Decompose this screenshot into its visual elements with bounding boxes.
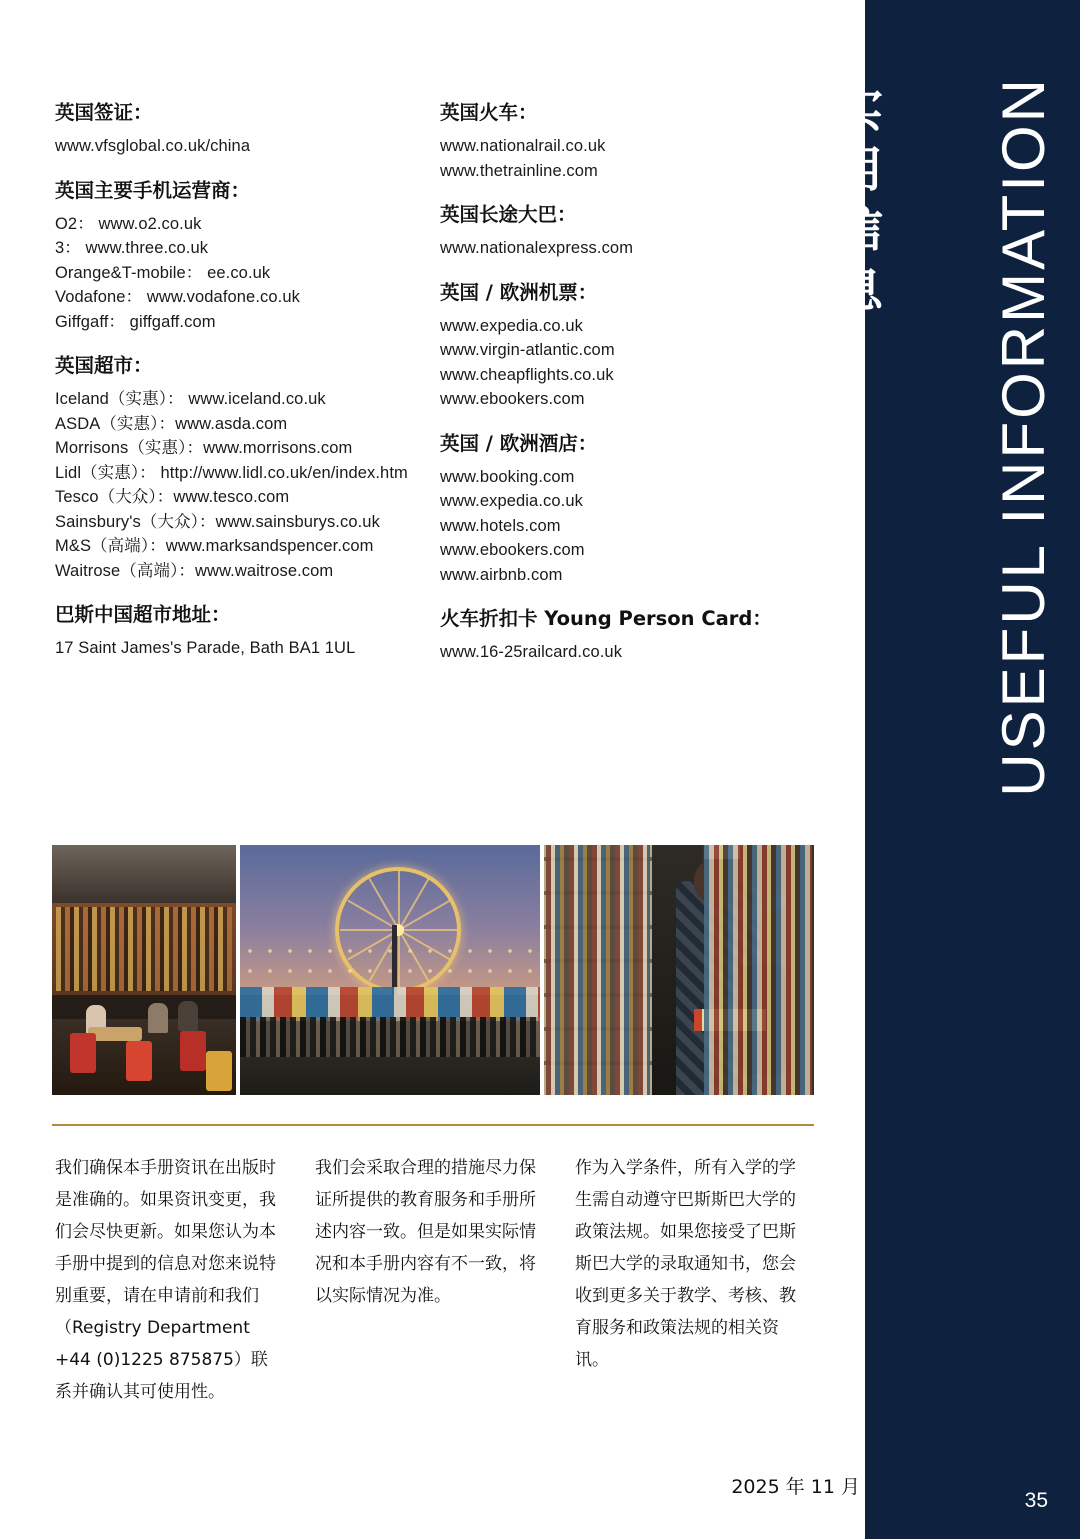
cafe-interior-photo xyxy=(52,845,236,1095)
section-heading: 英国 / 欧洲酒店： xyxy=(440,431,598,455)
link-line[interactable]: www.nationalexpress.com xyxy=(440,239,634,257)
link-line[interactable]: www.airbnb.com xyxy=(440,565,563,584)
link-line[interactable]: www.hotels.com xyxy=(440,516,561,535)
link-line[interactable]: Giffgaff： giffgaff.com xyxy=(55,312,216,331)
side-title-chinese: 实用信息 xyxy=(834,82,883,318)
link-line[interactable]: O2： www.o2.co.uk xyxy=(55,214,202,233)
link-line[interactable]: Waitrose（高端）：www.waitrose.com xyxy=(55,561,334,580)
link-line[interactable]: Tesco（大众）：www.tesco.com xyxy=(55,488,290,506)
link-line[interactable]: www.virgin-atlantic.com xyxy=(440,341,615,359)
link-line[interactable]: www.ebookers.com xyxy=(440,390,585,408)
disclaimer-section xyxy=(55,1152,825,1408)
side-title-english: USEFUL INFORMATION xyxy=(990,76,1057,797)
side-band xyxy=(834,0,1080,1539)
address-line: 17 Saint James's Parade, Bath BA1 1UL xyxy=(55,639,356,657)
link-line[interactable]: www.nationalrail.co.uk xyxy=(440,137,606,155)
link-line[interactable]: www.ebookers.com xyxy=(440,541,585,559)
link-line[interactable]: Vodafone： www.vodafone.co.uk xyxy=(55,288,300,306)
links-column-right xyxy=(440,100,815,665)
section-hotels xyxy=(440,431,815,588)
disclaimer-paragraph-3: 作为入学条件，所有入学的学生需自动遵守巴斯斯巴大学的政策法规。如果您接受了巴斯斯巴大学的录取通知书，您会收到更多关于教学、考核、教育服务和政策法规的相关资讯。 xyxy=(575,1158,796,1370)
link-line[interactable]: www.expedia.co.uk xyxy=(440,316,583,335)
link-line[interactable]: 3： www.three.co.uk xyxy=(55,239,209,257)
section-heading: 巴斯中国超市地址： xyxy=(55,603,231,626)
link-line[interactable]: www.expedia.co.uk xyxy=(440,492,583,510)
link-line[interactable]: www.thetrainline.com xyxy=(440,161,598,180)
section-heading: 英国长途大巴： xyxy=(440,203,577,226)
link-line[interactable]: Orange&T-mobile： ee.co.uk xyxy=(55,263,271,282)
gold-divider xyxy=(52,1124,814,1126)
section-heading: 英国 / 欧洲机票： xyxy=(440,280,598,304)
disclaimer-paragraph-2: 我们会采取合理的措施尽力保证所提供的教育服务和手册所述内容一致。但是如果实际情况和本手册内容有不一致，将以实际情况为准。 xyxy=(315,1158,536,1306)
section-uk-trains xyxy=(440,100,815,183)
disclaimer-paragraph-1: 我们确保本手册资讯在出版时是准确的。如果资讯变更，我们会尽快更新。如果您认为本手册中提到的信息对您来说特别重要，请在申请前和我们（Registry Department +44 (0)1225 875875）联系并确认其可使用性。 xyxy=(55,1158,276,1402)
section-heading: 火车折扣卡 Young Person Card： xyxy=(440,607,772,630)
section-supermarkets xyxy=(55,353,440,583)
section-uk-visa xyxy=(55,100,440,159)
link-line[interactable]: www.vfsglobal.co.uk/china xyxy=(55,137,251,155)
section-heading: 英国签证： xyxy=(55,101,153,124)
link-line[interactable]: www.booking.com xyxy=(440,467,575,486)
page-number: 35 xyxy=(1024,1489,1048,1512)
link-line[interactable]: ASDA（实惠）：www.asda.com xyxy=(55,414,288,433)
library-student-photo xyxy=(544,845,814,1095)
section-heading: 英国主要手机运营商： xyxy=(55,178,251,202)
link-line[interactable]: Iceland（实惠）： www.iceland.co.uk xyxy=(55,390,326,408)
photo-strip xyxy=(52,845,814,1095)
section-flights xyxy=(440,280,815,412)
section-uk-coach xyxy=(440,202,815,261)
section-bath-chinese-supermarket xyxy=(55,602,440,661)
section-heading: 英国超市： xyxy=(55,354,153,377)
link-line[interactable]: www.cheapflights.co.uk xyxy=(440,365,614,384)
section-young-person-card xyxy=(440,606,815,665)
link-line[interactable]: www.16-25railcard.co.uk xyxy=(440,643,623,661)
useful-links-section xyxy=(55,100,815,665)
links-column-left xyxy=(55,100,440,665)
link-line[interactable]: Morrisons（实惠）：www.morrisons.com xyxy=(55,439,353,457)
link-line[interactable]: Sainsbury's（大众）：www.sainsburys.co.uk xyxy=(55,512,380,531)
section-mobile-operators xyxy=(55,178,440,335)
link-line[interactable]: Lidl（实惠）： http://www.lidl.co.uk/en/index.htm xyxy=(55,463,408,482)
link-line[interactable]: M&S（高端）：www.marksandspencer.com xyxy=(55,537,374,555)
section-heading: 英国火车： xyxy=(440,101,538,124)
publication-date: 2025 年 11 月 xyxy=(731,1476,860,1498)
ferris-wheel-fair-photo xyxy=(240,845,540,1095)
